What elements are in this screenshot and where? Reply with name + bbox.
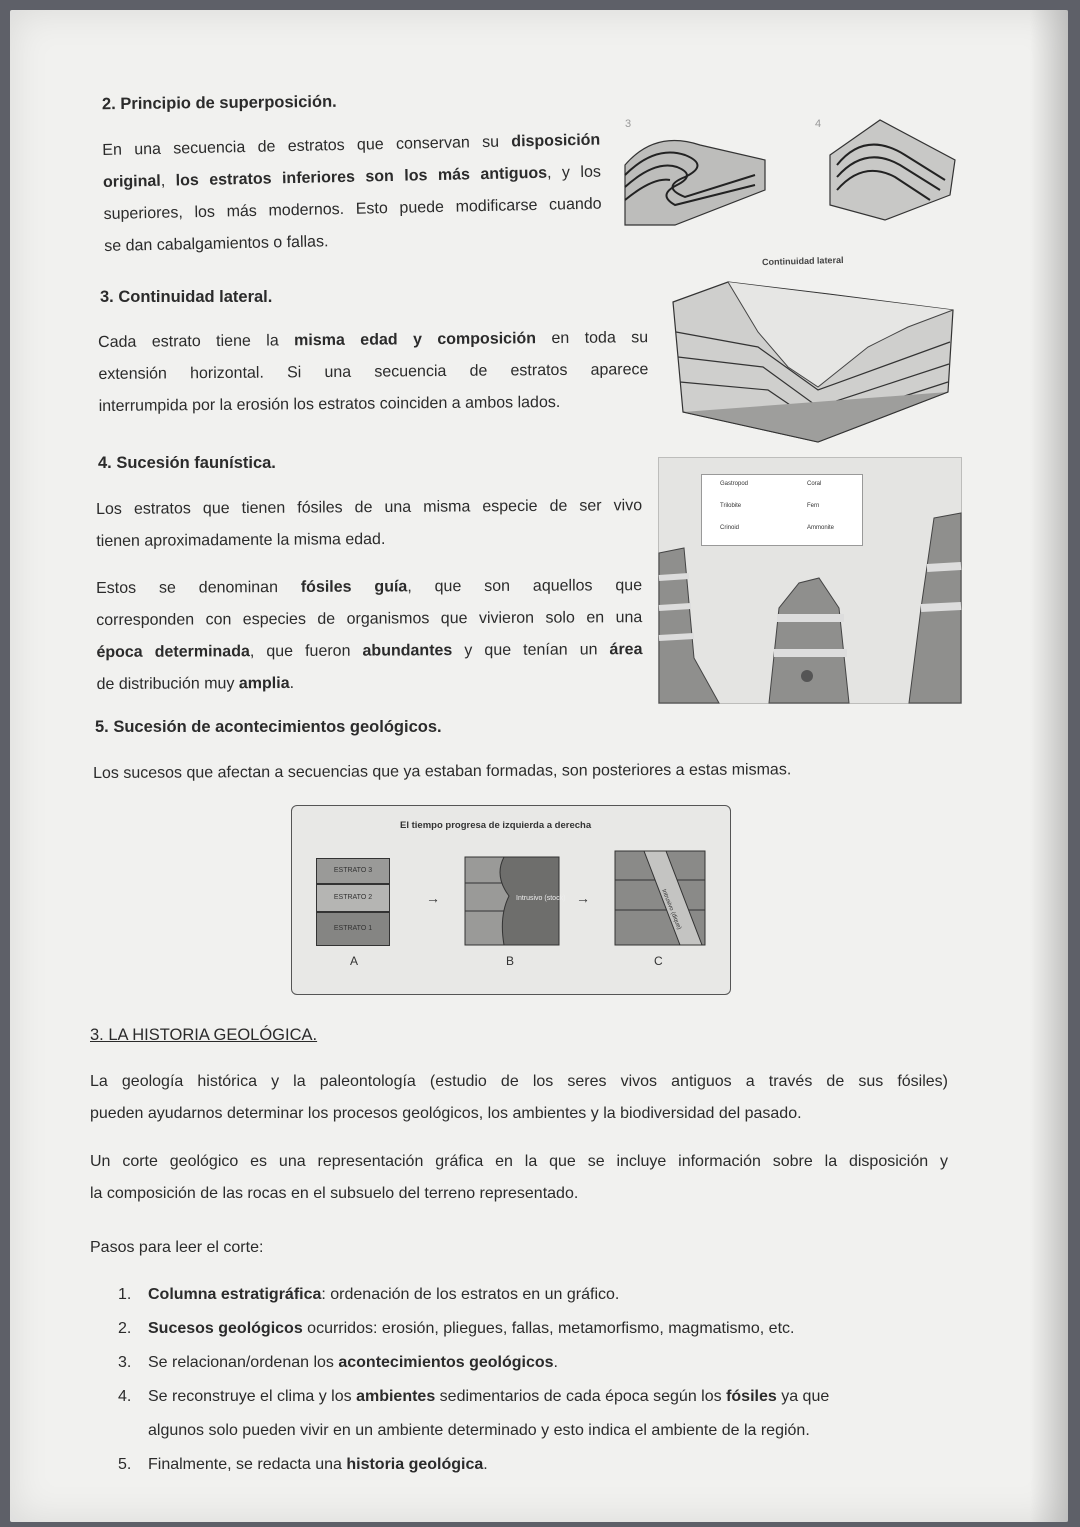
paragraph-continuidad: Cada estrato tiene la misma edad y composición en toda su extensión horizontal. Si una secuencia de estratos aparece interrumpida por la erosión los estratos coinciden a ambos lados. — [98, 329, 649, 415]
arrow-icon: → — [576, 890, 590, 906]
section-title-superposicion: 2. Principio de superposición. — [101, 92, 337, 114]
figure-caption-continuidad: Continuidad lateral — [761, 254, 844, 268]
legend-gastropod: Gastropod — [720, 481, 749, 487]
list-item: 3. Se relacionan/ordenan los acontecimientos geológicos. — [118, 1354, 558, 1371]
pasos-label: Pasos para leer el corte: — [90, 1239, 264, 1256]
list-item: 1. Columna estratigráfica: ordenación de los estratos en un gráfico. — [118, 1286, 620, 1303]
paragraph-historia-2: Un corte geológico es una representación gráfica en la que se incluye información sobre la disposición y la composición de las rocas en el subsuelo del terreno representado. — [90, 1153, 948, 1202]
diagram-label-c: C — [654, 954, 663, 968]
section-title-continuidad: 3. Continuidad lateral. — [100, 288, 273, 306]
legend-trilobite: Trilobite — [720, 503, 742, 509]
list-item: 2. Sucesos geológicos ocurridos: erosión, pliegues, fallas, metamorfismo, magmatismo, etc. — [118, 1320, 795, 1337]
paragraph-acontecimientos: Los sucesos que afectan a secuencias que ya estaban formadas, son posteriores a estas mismas. — [93, 761, 792, 782]
list-item: 5. Finalmente, se redacta una historia geológica. — [118, 1456, 488, 1473]
paragraph-superposicion: En una secuencia de estratos que conservan su disposición original, los estratos inferiores son los más antiguos, y los superiores, los más modernos. Esto puede modificarse cuando se dan cabalgamientos o fallas. — [102, 131, 602, 255]
document-page — [10, 10, 1068, 1522]
stock-intrusion-panel — [464, 856, 566, 946]
fold-block-right — [830, 120, 955, 220]
dike-intrusion-panel — [614, 850, 706, 946]
intrusive-stock-label: Intrusivo (stock) — [516, 895, 566, 902]
figure-label-4: 4 — [815, 118, 822, 130]
list-item: 4. Se reconstruye el clima y los ambientes sedimentarios de cada época según los fósiles ya que algunos solo pueden vivir en un ambiente determinado y esto indica el ambiente de la región. — [118, 1388, 830, 1439]
page-edge-shadow — [1030, 10, 1068, 1522]
stratum-3: ESTRATO 3 — [316, 858, 390, 884]
diagram-heading: El tiempo progresa de izquierda a derecha — [400, 820, 592, 831]
lateral-continuity-illustration — [668, 272, 960, 447]
time-progression-diagram — [291, 805, 731, 995]
intrusive-dike-label: Intrusivo (dique) — [660, 888, 682, 931]
paragraph-fosiles: Los estratos que tienen fósiles de una misma especie de ser vivo tienen aproximadamente la misma edad. — [96, 497, 643, 550]
section-title-sucesion-faunistica: 4. Sucesión faunística. — [98, 454, 276, 472]
legend-crinoid: Crinoid — [720, 525, 740, 531]
steps-list — [118, 1278, 968, 1482]
legend-fern: Fern — [807, 503, 820, 509]
legend-coral: Coral — [807, 481, 822, 487]
arrow-icon: → — [426, 890, 440, 906]
diagram-label-b: B — [506, 954, 515, 968]
section-title-acontecimientos: 5. Sucesión de acontecimientos geológicos. — [95, 718, 442, 736]
figure-label-3: 3 — [625, 118, 632, 130]
stratum-2: ESTRATO 2 — [316, 884, 390, 912]
stratum-1: ESTRATO 1 — [316, 912, 390, 946]
folded-strata-illustration — [615, 105, 960, 235]
legend-ammonite: Ammonite — [807, 525, 835, 531]
fold-block-left — [625, 141, 765, 226]
diagram-label-a: A — [350, 954, 359, 968]
faunal-succession-illustration — [658, 457, 962, 704]
trilobite-fossil-icon — [801, 670, 813, 682]
paragraph-fosiles-guia: Estos se denominan fósiles guía, que son aquellos que corresponden con especies de organismos que vivieron solo en una época determinada, que fueron abundantes y que tenían un área de distribución muy amplia. — [96, 577, 643, 693]
fossil-legend — [701, 474, 863, 546]
paragraph-historia-1: La geología histórica y la paleontología (estudio de los seres vivos antiguos a través de sus fósiles) pueden ayudarnos determinar los procesos geológicos, los ambientes y la biodiversidad del pasado. — [90, 1073, 948, 1122]
section-heading-historia: 3. LA HISTORIA GEOLÓGICA. — [90, 1026, 318, 1044]
